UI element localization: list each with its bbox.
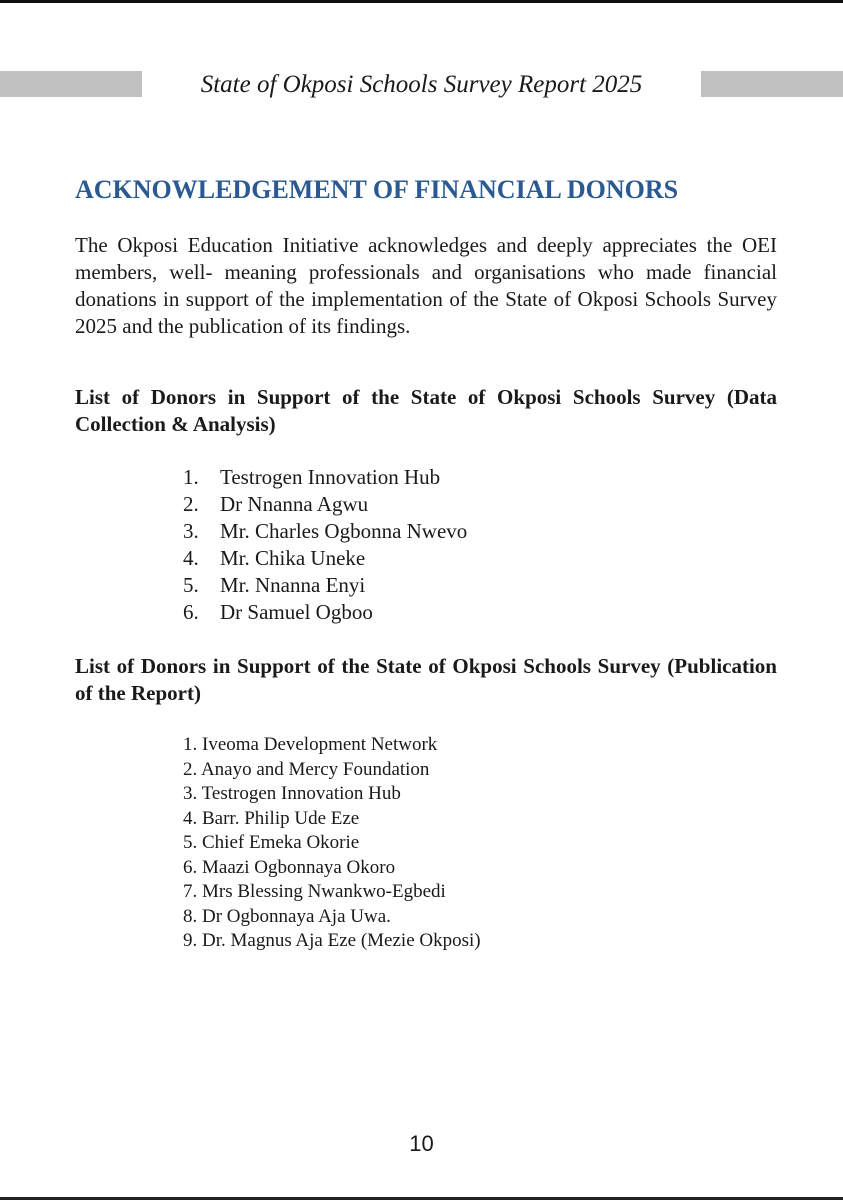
intro-paragraph: The Okposi Education Initiative acknowledges and deeply appreciates the OEI members, well- meaning professionals and organisations who made financial donations in support of the implementation of the State of Okposi Schools Survey 2025 and the publication of its findings.: [75, 233, 777, 338]
list-item: [183, 491, 467, 518]
list-item: [183, 518, 467, 545]
section2-heading: List of Donors in Support of the State of Okposi Schools Survey (Publication of the Report): [75, 654, 777, 705]
donor-name: Testrogen Innovation Hub: [220, 465, 441, 489]
donor-name: Dr Samuel Ogboo: [220, 600, 373, 624]
list-item: [183, 572, 467, 599]
donor-name: Mr. Chika Uneke: [220, 546, 366, 570]
list-item: 5. Chief Emeka Okorie: [183, 832, 360, 853]
running-header: State of Okposi Schools Survey Report 2025: [200, 71, 643, 98]
list-item: 8. Dr Ogbonnaya Aja Uwa.: [183, 905, 391, 927]
list-item: 6. Maazi Ogbonnaya Okoro: [183, 856, 396, 878]
donor-name: Mr. Nnanna Enyi: [220, 573, 366, 597]
header-bar-left: [0, 71, 142, 97]
list-item: 4. Barr. Philip Ude Eze: [183, 807, 360, 829]
item-number: 5.: [183, 573, 199, 597]
list-item: [183, 599, 467, 626]
item-number: 3.: [183, 519, 199, 543]
section1-heading: List of Donors in Support of the State of Okposi Schools Survey (Data Collection & Analysis): [75, 385, 777, 436]
donor-list-publication: [183, 733, 481, 954]
list-item: 2. Anayo and Mercy Foundation: [183, 758, 430, 780]
list-item: 9. Dr. Magnus Aja Eze (Mezie Okposi): [183, 930, 481, 951]
list-item: 1. Iveoma Development Network: [183, 734, 438, 755]
header-bar-right: [701, 71, 843, 97]
list-item: 3. Testrogen Innovation Hub: [183, 783, 401, 804]
donor-name: Dr Nnanna Agwu: [220, 492, 369, 516]
donor-name: Mr. Charles Ogbonna Nwevo: [220, 519, 468, 543]
list-item: [183, 545, 467, 572]
top-border: [0, 0, 843, 3]
list-item: [183, 464, 467, 491]
item-number: 1.: [183, 465, 199, 489]
page-number: 10: [409, 1131, 434, 1156]
page-title: ACKNOWLEDGEMENT OF FINANCIAL DONORS: [75, 175, 679, 204]
item-number: 4.: [183, 546, 199, 570]
item-number: 6.: [183, 600, 199, 624]
item-number: 2.: [183, 492, 199, 516]
list-item: 7. Mrs Blessing Nwankwo-Egbedi: [183, 881, 446, 902]
donor-list-data-collection: [183, 464, 467, 626]
